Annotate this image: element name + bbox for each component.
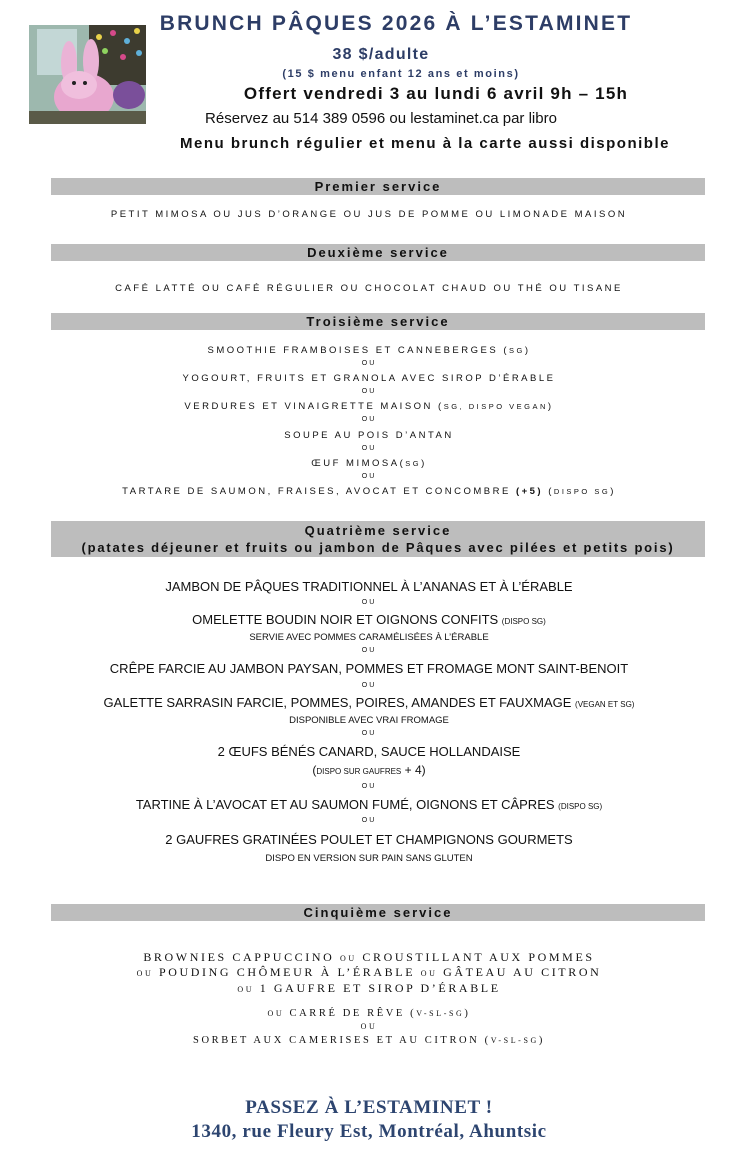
- adult-price: 38 $/adulte: [332, 46, 430, 63]
- dessert-line-5: SORBET AUX CAMERISES ET AU CITRON (V-SL-SG): [193, 1035, 545, 1046]
- menu-item-crepe: CRÊPE FARCIE AU JAMBON PAYSAN, POMMES ET FROMAGE MONT SAINT-BENOIT: [109, 661, 629, 676]
- section-bar-premier: Premier service: [51, 178, 705, 195]
- or-separator: OU: [361, 647, 377, 654]
- menu-item-yogourt: YOGOURT, FRUITS ET GRANOLA AVEC SIROP D’ÉRABLE: [182, 373, 556, 384]
- dessert-line-4: OU CARRÉ DE RÊVE (V-SL-SG): [267, 1008, 471, 1019]
- menu-item-verdures: VERDURES ET VINAIGRETTE MAISON (SG, DISPO VEGAN): [184, 401, 554, 412]
- or-separator: OU: [361, 682, 377, 689]
- section-subtitle: (patates déjeuner et fruits ou jambon de Pâques avec pilées et petits pois): [81, 540, 675, 555]
- menu-item-jambon: JAMBON DE PÂQUES TRADITIONNEL À L’ANANAS ET À L’ÉRABLE: [165, 579, 573, 594]
- menu-item-oeuf-mimosa: ŒUF MIMOSA(SG): [311, 458, 427, 469]
- section-bar-cinquieme: Cinquième service: [51, 904, 705, 921]
- regular-menu-note: Menu brunch régulier et menu à la carte aussi disponible: [180, 135, 670, 152]
- easter-plush-image: [29, 25, 146, 124]
- or-separator: OU: [361, 783, 377, 790]
- dessert-line-1: BROWNIES CAPPUCCINO OU CROUSTILLANT AUX POMMES: [143, 950, 595, 964]
- item-note: DISPONIBLE AVEC VRAI FROMAGE: [289, 715, 449, 726]
- menu-item-tartine: TARTINE À L’AVOCAT ET AU SAUMON FUMÉ, OIGNONS ET CÂPRES (DISPO SG): [135, 797, 603, 812]
- or-separator: OU: [361, 730, 377, 737]
- header-photo: [29, 25, 146, 124]
- or-separator: OU: [361, 388, 377, 395]
- reservation-info: Réservez au 514 389 0596 ou lestaminet.ca par libro: [205, 110, 557, 127]
- offer-dates: Offert vendredi 3 au lundi 6 avril 9h – 15h: [243, 84, 629, 103]
- item-note: SERVIE AVEC POMMES CARAMÉLISÉES À L’ÉRABLE: [249, 632, 489, 643]
- or-separator: OU: [361, 473, 377, 480]
- deuxieme-service-line: CAFÉ LATTÉ OU CAFÉ RÉGULIER OU CHOCOLAT CHAUD OU THÉ OU TISANE: [115, 283, 623, 294]
- or-separator: OU: [361, 360, 377, 367]
- menu-item-oeufs-benes: 2 ŒUFS BÉNÉS CANARD, SAUCE HOLLANDAISE: [217, 744, 521, 759]
- item-note: (DISPO SUR GAUFRES + 4): [312, 763, 426, 777]
- menu-item-tartare: TARTARE DE SAUMON, FRAISES, AVOCAT ET CONCOMBRE (+5) (DISPO SG): [122, 486, 616, 497]
- or-separator: OU: [361, 416, 377, 423]
- section-title: Quatrième service: [304, 523, 452, 538]
- menu-item-omelette: OMELETTE BOUDIN NOIR ET OIGNONS CONFITS (DISPO SG): [192, 612, 546, 627]
- dessert-line-2: OU POUDING CHÔMEUR À L’ÉRABLE OU GÂTEAU AU CITRON: [136, 965, 602, 979]
- or-separator: OU: [361, 599, 377, 606]
- or-separator: OU: [361, 817, 377, 824]
- page-title: BRUNCH PÂQUES 2026 À L’ESTAMINET: [159, 12, 633, 35]
- menu-item-gaufres: 2 GAUFRES GRATINÉES POULET ET CHAMPIGNONS GOURMETS: [165, 832, 573, 847]
- premier-service-line: PETIT MIMOSA OU JUS D’ORANGE OU JUS DE POMME OU LIMONADE MAISON: [110, 209, 628, 220]
- section-bar-troisieme: Troisième service: [51, 313, 705, 330]
- item-note: DISPO EN VERSION SUR PAIN SANS GLUTEN: [265, 853, 473, 864]
- dessert-line-3: OU 1 GAUFRE ET SIROP D’ÉRABLE: [237, 981, 501, 995]
- footer-address: 1340, rue Fleury Est, Montréal, Ahuntsic: [191, 1121, 547, 1142]
- or-separator: OU: [360, 1022, 378, 1031]
- menu-item-galette: GALETTE SARRASIN FARCIE, POMMES, POIRES, AMANDES ET FAUXMAGE (VEGAN ET SG): [103, 695, 635, 710]
- menu-item-soupe: SOUPE AU POIS D’ANTAN: [284, 430, 454, 441]
- menu-item-smoothie: SMOOTHIE FRAMBOISES ET CANNEBERGES (SG): [207, 345, 531, 356]
- section-bar-quatrieme: [51, 521, 705, 557]
- or-separator: OU: [361, 445, 377, 452]
- footer-tagline: PASSEZ À L’ESTAMINET !: [245, 1097, 493, 1118]
- kids-price: (15 $ menu enfant 12 ans et moins): [282, 68, 520, 80]
- section-bar-deuxieme: Deuxième service: [51, 244, 705, 261]
